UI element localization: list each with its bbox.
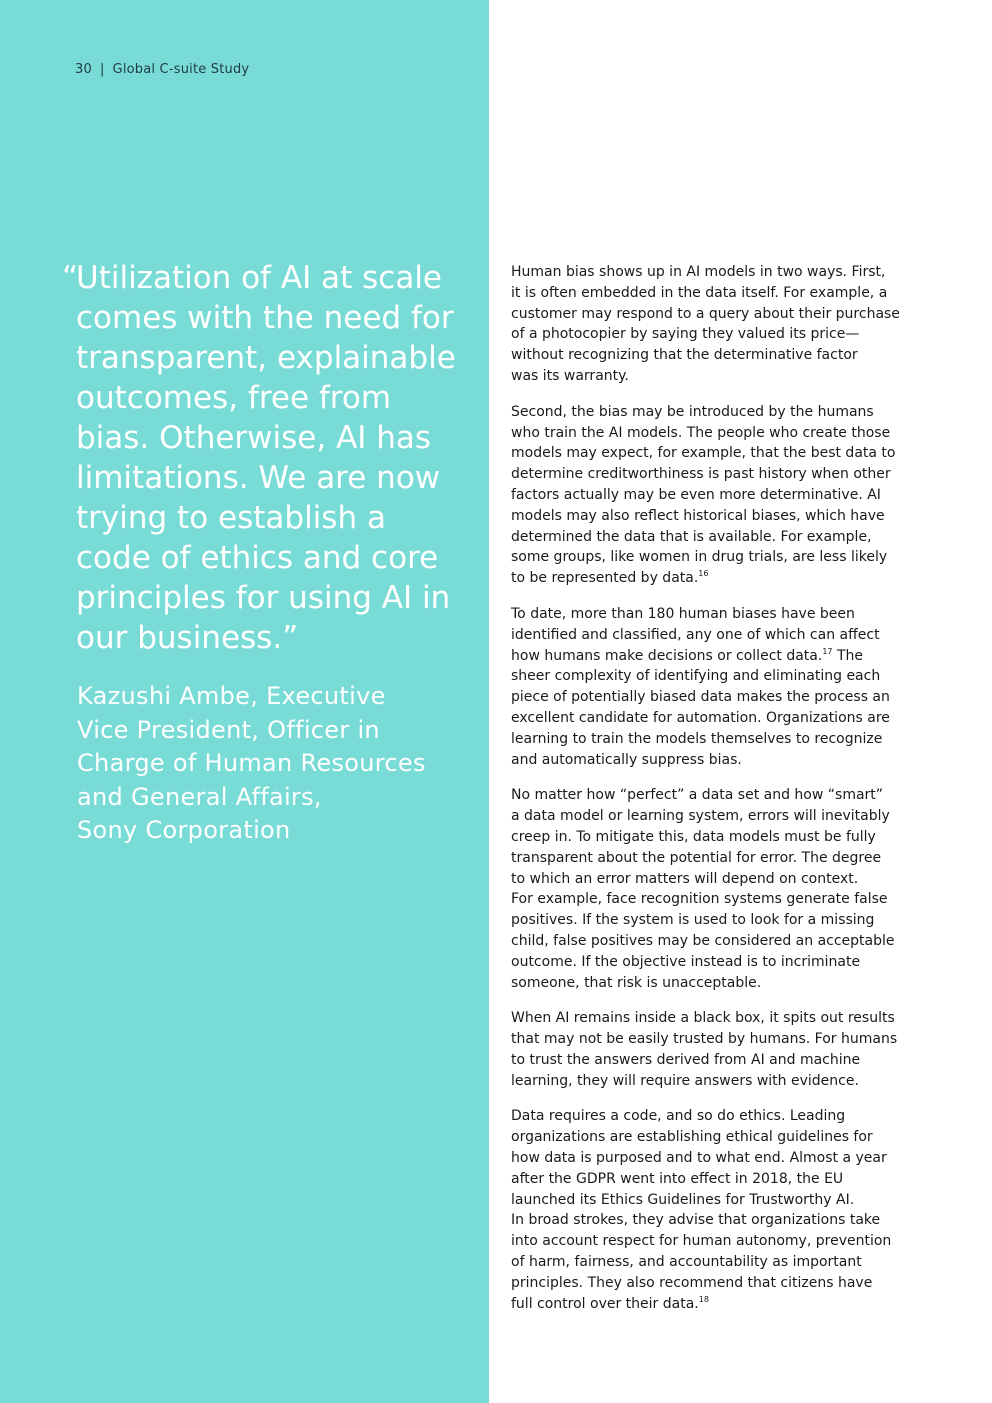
attribution-line: and General Affairs, <box>77 782 322 811</box>
quote-line: our business.” <box>76 620 299 656</box>
article-body <box>511 262 903 1329</box>
quote-line: limitations. We are now <box>76 460 441 496</box>
quote-line: code of ethics and core <box>76 540 439 576</box>
paragraph-human-bias: Human bias shows up in AI models in two ways. First, it is often embedded in the data itself. For example, a customer may respond to a query about their purchase of a photocopier by saying they valued its price— without recognizing that the determinative factor was its warranty. <box>511 264 900 384</box>
quote-line: trying to establish a <box>76 500 386 536</box>
quote-attribution <box>77 680 426 848</box>
attribution-line: Sony Corporation <box>77 816 291 844</box>
paragraph-bias-count: To date, more than 180 human biases have been identified and classified, any one of which can affect how humans make decisions or collect data.$^{17}$ The sheer complexity of identifying and eliminating each piece of potentially biased data makes the process an excellent candidate for automation. Organizations are learning to train the models themselves to recognize and automatically suppress bias. <box>511 605 890 768</box>
header-separator: | <box>99 62 105 77</box>
footnote-marker: 17 <box>822 646 833 656</box>
attribution-line: Vice President, Officer in <box>77 715 380 744</box>
quote-line: principles for using AI in <box>76 580 451 616</box>
paragraph-ethics: Data requires a code, and so do ethics. Leading organizations are establishing ethical guidelines for how data is purposed and to what end. Almost a year after the GDPR went into effect in 2018, the EU launched its Ethics Guidelines for Trustworthy AI. In broad strokes, they advise that organizations take into account respect for human autonomy, prevention of harm, fairness, and accountability as important principles. They also recommend that citizens have full control over their data.$^{18}$ <box>511 1108 892 1312</box>
footnote-marker: 18 <box>698 1294 709 1304</box>
quote-line: transparent, explainable <box>76 340 456 376</box>
running-header <box>75 62 249 77</box>
quote-line: “Utilization of AI at scale <box>62 260 443 296</box>
attribution-line: Charge of Human Resources <box>77 749 426 777</box>
quote-line: comes with the need for <box>76 300 454 336</box>
page-number: 30 <box>75 62 92 77</box>
open-quote-mark: “ <box>62 260 79 296</box>
paragraph-errors: No matter how “perfect” a data set and how “smart” a data model or learning system, errors will inevitably creep in. To mitigate this, data models must be fully transparent about the potential for error. The degree to which an error matters will depend on context. For example, face recognition systems generate false positives. If the system is used to look for a missing child, false positives may be considered an acceptable outcome. If the objective instead is to incriminate someone, that risk is unacceptable. <box>511 787 895 991</box>
quote-line: bias. Otherwise, AI has <box>76 420 432 456</box>
quote-line: outcomes, free from <box>76 380 392 416</box>
pull-quote <box>62 258 457 658</box>
footnote-marker: 16 <box>698 569 709 579</box>
paragraph-black-box: When AI remains inside a black box, it spits out results that may not be easily trusted by humans. For humans to trust the answers derived from AI and machine learning, they will require answers with evidence. <box>511 1010 898 1089</box>
quote-panel <box>0 0 489 1403</box>
paragraph-training-bias: Second, the bias may be introduced by the humans who train the AI models. The people who create those models may expect, for example, that the best data to determine creditworthiness is past history when other factors actually may be even more determinative. AI models may also reflect historical biases, which have determined the data that is available. For example, some groups, like women in drug trials, are less likely to be represented by data.$^{16}$ <box>511 403 896 587</box>
attribution-line: Kazushi Ambe, Executive <box>77 682 386 710</box>
publication-title: Global C-suite Study <box>112 62 250 77</box>
